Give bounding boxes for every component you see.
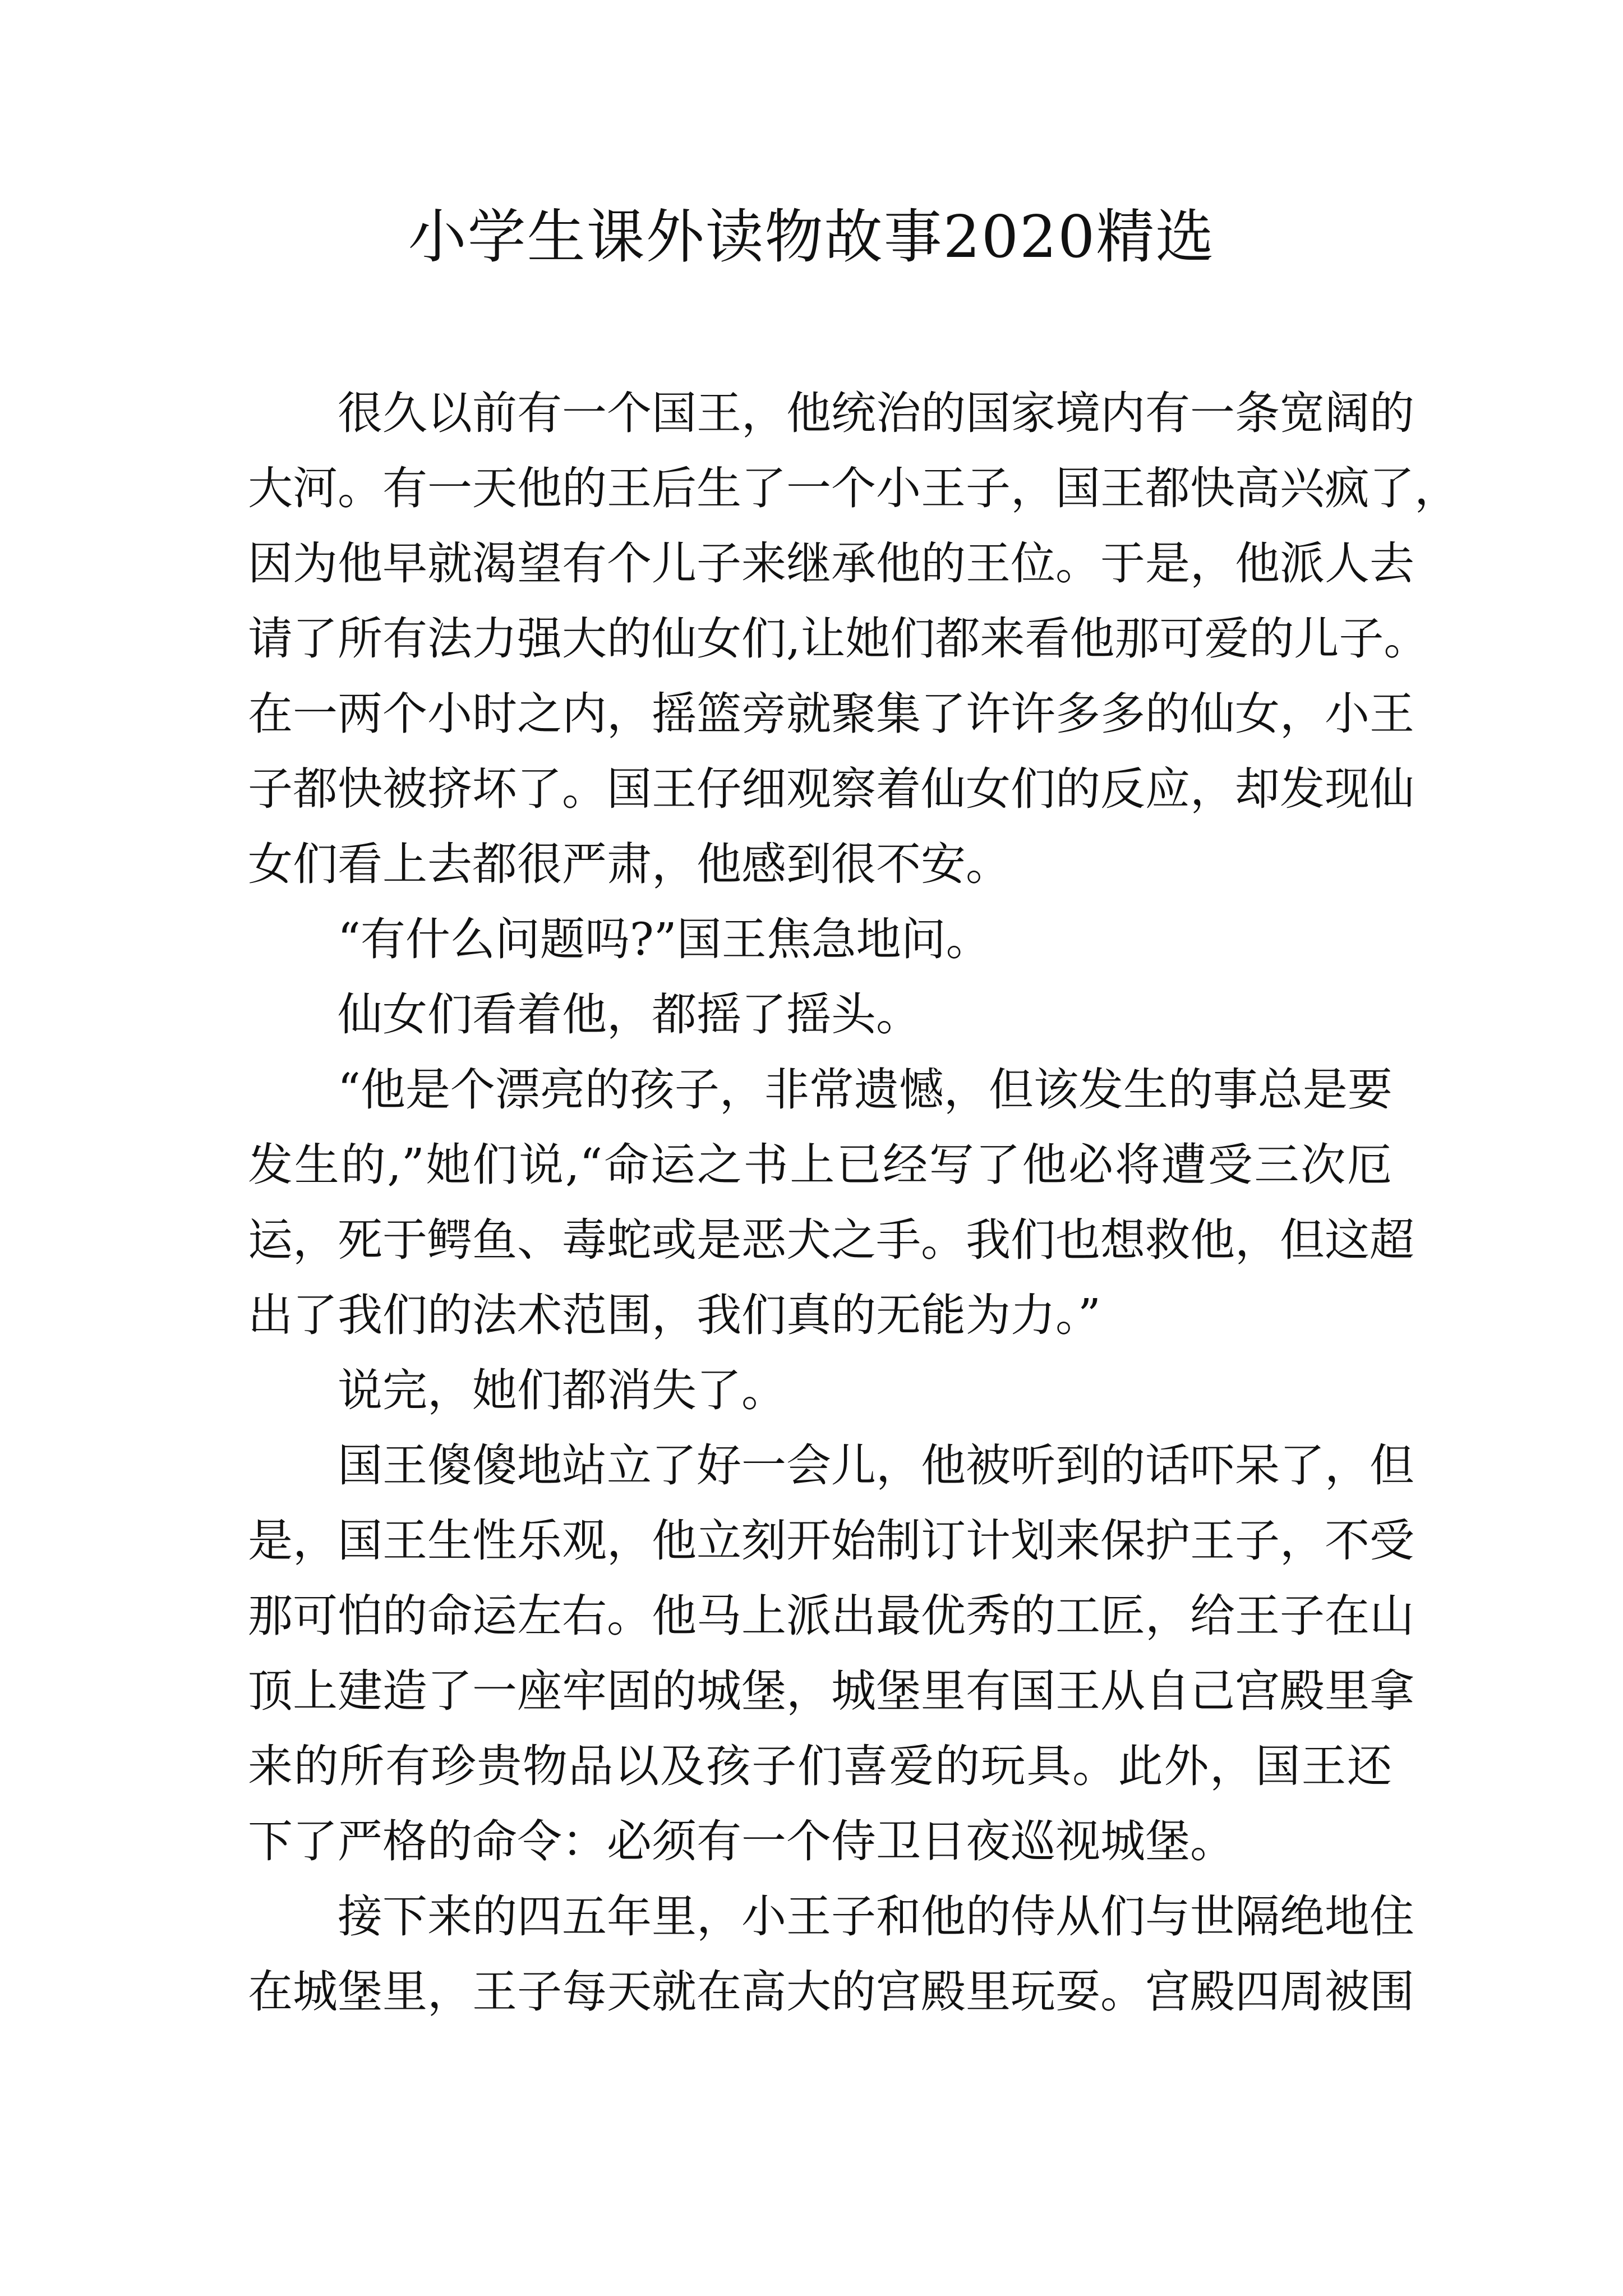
- text-line: 仙女们看着他，都摇了摇头。: [338, 988, 921, 1041]
- text-line: 子都快被挤坏了。国王仔细观察着仙女们的反应，却发现仙: [248, 763, 1414, 815]
- text-line: 女们看上去都很严肃，他感到很不安。: [248, 838, 1011, 890]
- text-line: 大河。有一天他的王后生了一个小王子，国王都快高兴疯了，: [248, 462, 1459, 514]
- text-line: 在城堡里，王子每天就在高大的宫殿里玩耍。宫殿四周被围: [248, 1966, 1414, 2018]
- text-line: 运，死于鳄鱼、毒蛇或是恶犬之手。我们也想救他，但这超: [248, 1214, 1414, 1266]
- text-line: “他是个漂亮的孩子，非常遗憾，但该发生的事总是要: [338, 1064, 1393, 1116]
- document-title: 小学生课外读物故事2020精选: [408, 203, 1215, 271]
- text-line: 在一两个小时之内，摇篮旁就聚集了许许多多的仙女，小王: [248, 688, 1414, 740]
- text-line: 下了严格的命令：必须有一个侍卫日夜巡视城堡。: [248, 1815, 1235, 1867]
- text-line: 出了我们的法术范围，我们真的无能为力。”: [248, 1289, 1101, 1341]
- text-line: 请了所有法力强大的仙女们,让她们都来看他那可爱的儿子。: [248, 613, 1429, 665]
- text-line: 是，国王生性乐观，他立刻开始制订计划来保护王子，不受: [248, 1515, 1414, 1567]
- text-line: 来的所有珍贵物品以及孩子们喜爱的玩具。此外，国王还: [248, 1740, 1392, 1792]
- text-line: “有什么问题吗?”国王焦急地问。: [338, 913, 991, 965]
- text-line: 很久以前有一个国王，他统治的国家境内有一条宽阔的: [338, 387, 1414, 439]
- document-body: [248, 376, 1459, 2030]
- text-line: 发生的,”她们说,“命运之书上已经写了他必将遭受三次厄: [248, 1139, 1392, 1191]
- text-line: 顶上建造了一座牢固的城堡，城堡里有国王从自己宫殿里拿: [248, 1665, 1414, 1717]
- text-line: 国王傻傻地站立了好一会儿，他被听到的话吓呆了，但: [338, 1439, 1414, 1492]
- text-line: 那可怕的命运左右。他马上派出最优秀的工匠，给王子在山: [248, 1590, 1414, 1642]
- text-line: 说完，她们都消失了。: [338, 1364, 786, 1416]
- text-line: 接下来的四五年里，小王子和他的侍从们与世隔绝地住: [338, 1890, 1414, 1943]
- text-line: 因为他早就渴望有个儿子来继承他的王位。于是，他派人去: [248, 537, 1414, 590]
